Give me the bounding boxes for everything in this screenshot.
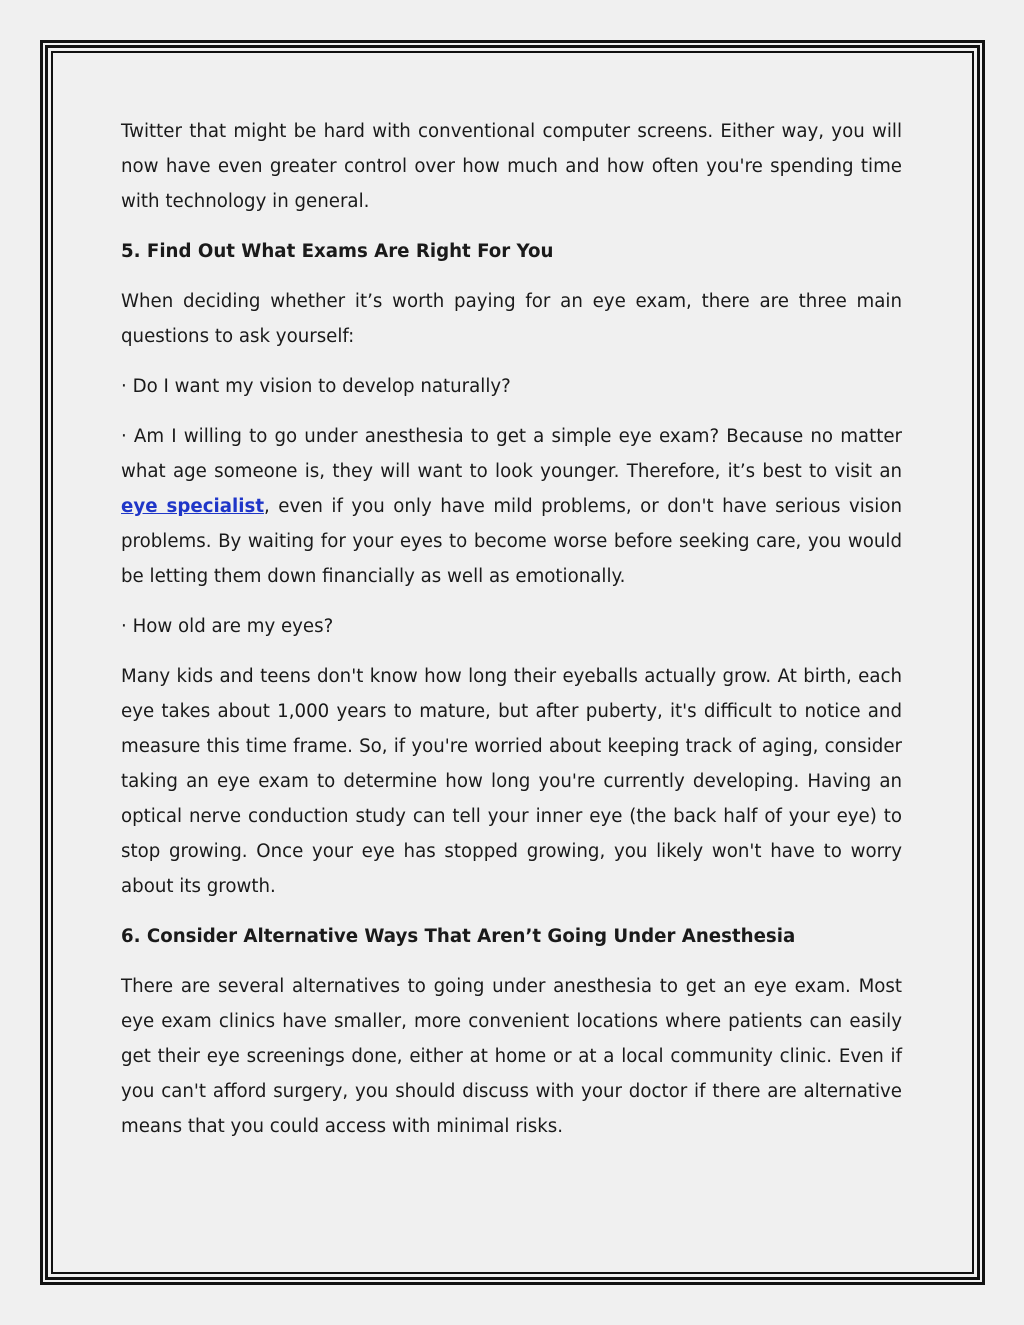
paragraph-growth: Many kids and teens don't know how long their eyeballs actually grow. At birth, each eye takes about 1,000 years to mature, but after puberty, it's difficult to notice and measure this time frame. So, if you're worried about keeping track of aging, consider taking an eye exam to determine how long you're currently developing. Having an optical nerve conduction study can tell your inner eye (the back half of your eye) to stop growing. Once your eye has stopped growing, you likely won't have to worry about its growth.	[121, 666, 902, 897]
paragraph-intro: Twitter that might be hard with conventional computer screens. Either way, you will now have even greater control over how much and how often you're spending time with technology in general.	[121, 121, 902, 212]
bullet-text-end: , even if you only have mild problems, or don't have serious vision problems. By waiting for your eyes to become worse before seeking care, you would be letting them down financially as well as emotionally.	[121, 496, 902, 587]
bullet-text-start: · Am I willing to go under anesthesia to get a simple eye exam? Because no matter what age someone is, they will want to look younger. Therefore, it’s best to visit an	[121, 426, 902, 482]
bullet-item-vision: · Do I want my vision to develop naturally?	[121, 376, 511, 397]
bullet-item-age: · How old are my eyes?	[121, 616, 334, 637]
section-heading-6: 6. Consider Alternative Ways That Aren’t Going Under Anesthesia	[121, 926, 796, 947]
paragraph-alternatives: There are several alternatives to going under anesthesia to get an eye exam. Most eye exam clinics have smaller, more convenient locations where patients can easily get their eye screenings done, either at home or at a local community clinic. Even if you can't afford surgery, you should discuss with your doctor if there are alternative means that you could access with minimal risks.	[121, 976, 902, 1137]
paragraph-questions: When deciding whether it’s worth paying for an eye exam, there are three main questions to ask yourself:	[121, 291, 902, 347]
eye-specialist-link[interactable]: eye specialist	[121, 496, 265, 517]
bullet-item-anesthesia	[121, 419, 902, 594]
document-body	[121, 114, 902, 1159]
section-heading-5: 5. Find Out What Exams Are Right For You	[121, 241, 554, 262]
